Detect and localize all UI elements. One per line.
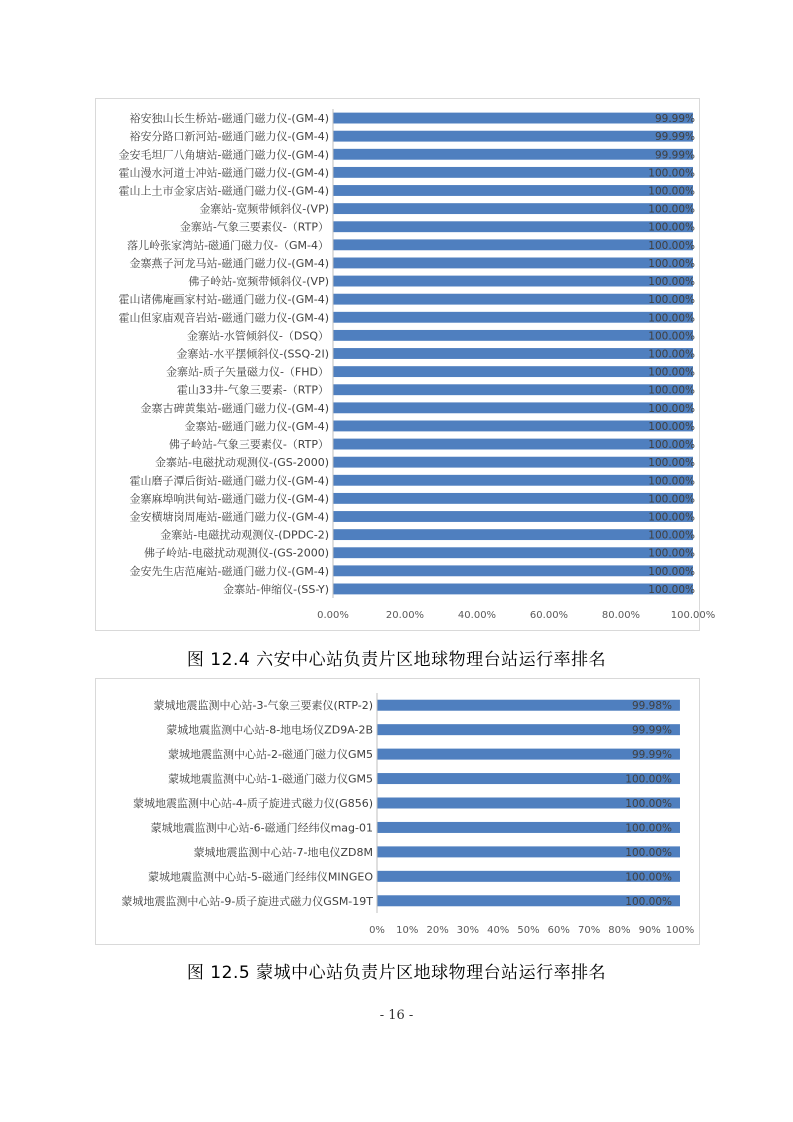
category-label-1-7: 蒙城地震监测中心站-5-磁通门经纬仪MINGEO bbox=[147, 870, 373, 884]
data-label-0-6: 100.00% bbox=[648, 221, 695, 234]
data-label-0-22: 100.00% bbox=[648, 511, 695, 524]
category-label-0-9: 佛子岭站-宽频带倾斜仪-(VP) bbox=[188, 275, 329, 289]
category-label-1-3: 蒙城地震监测中心站-1-磁通门磁力仪GM5 bbox=[168, 772, 373, 786]
bar-0-9 bbox=[333, 276, 693, 287]
category-label-0-15: 霍山33井-气象三要素-（RTP） bbox=[176, 383, 329, 397]
chart-1-svg bbox=[96, 99, 716, 632]
category-label-0-11: 霍山但家庙观音岩站-磁通门磁力仪-(GM-4) bbox=[118, 311, 329, 325]
bar-0-26 bbox=[333, 584, 693, 595]
figure-12-5-caption: 图 12.5 蒙城中心站负责片区地球物理台站运行率排名 bbox=[186, 963, 607, 983]
data-label-0-2: 99.99% bbox=[654, 149, 695, 162]
bar-0-8 bbox=[333, 258, 693, 269]
category-label-1-6: 蒙城地震监测中心站-7-地电仪ZD8M bbox=[193, 845, 373, 859]
category-label-0-24: 佛子岭站-电磁扰动观测仪-(GS-2000) bbox=[144, 546, 329, 560]
data-label-0-8: 100.00% bbox=[648, 257, 695, 270]
x-tick-label-1-5: 50% bbox=[517, 925, 540, 936]
category-label-0-0: 裕安独山长生桥站-磁通门磁力仪-(GM-4) bbox=[129, 112, 329, 126]
data-label-0-17: 100.00% bbox=[648, 420, 695, 433]
data-label-0-5: 100.00% bbox=[648, 203, 695, 216]
page-number: - 16 - bbox=[379, 1008, 414, 1023]
data-label-0-0: 99.99% bbox=[654, 113, 695, 126]
category-label-0-3: 霍山漫水河道士冲站-磁通门磁力仪-(GM-4) bbox=[118, 166, 329, 180]
bar-0-25 bbox=[333, 565, 693, 576]
bar-0-16 bbox=[333, 402, 693, 413]
category-label-0-1: 裕安分路口新河站-磁通门磁力仪-(GM-4) bbox=[129, 130, 329, 144]
bar-0-22 bbox=[333, 511, 693, 522]
data-label-0-3: 100.00% bbox=[648, 167, 695, 180]
category-label-0-6: 金寨站-气象三要素仪-（RTP） bbox=[179, 220, 329, 234]
category-label-0-14: 金寨站-质子矢量磁力仪-（FHD） bbox=[165, 365, 329, 379]
bar-0-23 bbox=[333, 529, 693, 540]
category-label-0-21: 金寨麻埠响洪甸站-磁通门磁力仪-(GM-4) bbox=[129, 492, 329, 506]
data-label-0-9: 100.00% bbox=[648, 276, 695, 289]
category-label-0-7: 落儿岭张家湾站-磁通门磁力仪-（GM-4） bbox=[127, 238, 329, 252]
category-label-0-18: 佛子岭站-气象三要素仪-（RTP） bbox=[168, 438, 329, 452]
x-tick-label-0-2: 40.00% bbox=[457, 610, 497, 621]
bar-0-13 bbox=[333, 348, 693, 359]
bar-0-1 bbox=[333, 131, 693, 142]
category-label-0-5: 金寨站-宽频带倾斜仪-(VP) bbox=[199, 202, 329, 216]
bar-0-17 bbox=[333, 421, 693, 432]
bar-0-24 bbox=[333, 547, 693, 558]
data-label-0-7: 100.00% bbox=[648, 239, 695, 252]
x-tick-label-1-7: 70% bbox=[577, 925, 601, 936]
category-label-0-13: 金寨站-水平摆倾斜仪-(SSQ-2I) bbox=[176, 347, 329, 361]
data-label-0-23: 100.00% bbox=[648, 529, 695, 542]
category-label-0-23: 金寨站-电磁扰动观测仪-(DPDC-2) bbox=[160, 528, 329, 542]
category-label-0-12: 金寨站-水管倾斜仪-（DSQ） bbox=[186, 329, 329, 343]
data-label-0-11: 100.00% bbox=[648, 312, 695, 325]
category-label-0-19: 金寨站-电磁扰动观测仪-(GS-2000) bbox=[155, 456, 329, 470]
data-label-0-1: 99.99% bbox=[654, 131, 695, 144]
data-label-1-0: 99.98% bbox=[631, 700, 672, 713]
data-label-0-20: 100.00% bbox=[648, 475, 695, 488]
bar-0-20 bbox=[333, 475, 693, 486]
category-label-0-8: 金寨燕子河龙马站-磁通门磁力仪-(GM-4) bbox=[129, 256, 329, 270]
chart-mengcheng-station-ranking bbox=[95, 678, 700, 945]
category-label-1-2: 蒙城地震监测中心站-2-磁通门磁力仪GM5 bbox=[168, 748, 373, 762]
bar-0-3 bbox=[333, 167, 693, 178]
category-label-1-0: 蒙城地震监测中心站-3-气象三要素仪(RTP-2) bbox=[153, 699, 373, 713]
data-label-1-8: 100.00% bbox=[625, 895, 672, 908]
x-tick-label-1-10: 100% bbox=[665, 925, 695, 936]
data-label-0-15: 100.00% bbox=[648, 384, 695, 397]
bar-0-6 bbox=[333, 221, 693, 232]
x-tick-label-1-3: 30% bbox=[456, 925, 480, 936]
data-label-0-12: 100.00% bbox=[648, 330, 695, 343]
bar-0-7 bbox=[333, 239, 693, 250]
data-label-0-10: 100.00% bbox=[648, 294, 695, 307]
data-label-0-25: 100.00% bbox=[648, 565, 695, 578]
category-label-1-8: 蒙城地震监测中心站-9-质子旋进式磁力仪GSM-19T bbox=[121, 894, 373, 908]
category-label-1-4: 蒙城地震监测中心站-4-质子旋进式磁力仪(G856) bbox=[132, 797, 373, 810]
bar-0-10 bbox=[333, 294, 693, 305]
category-label-0-20: 霍山磨子潭后街站-磁通门磁力仪-(GM-4) bbox=[129, 474, 329, 488]
category-label-0-2: 金安毛坦厂八角塘站-磁通门磁力仪-(GM-4) bbox=[118, 148, 329, 162]
category-label-0-22: 金安横塘岗周庵站-磁通门磁力仪-(GM-4) bbox=[129, 510, 329, 524]
x-tick-label-1-6: 60% bbox=[547, 925, 570, 936]
category-label-0-4: 霍山上土市金家店站-磁通门磁力仪-(GM-4) bbox=[118, 184, 329, 198]
bar-0-5 bbox=[333, 203, 693, 214]
category-label-0-25: 金安先生店范庵站-磁通门磁力仪-(GM-4) bbox=[129, 564, 329, 578]
data-label-0-14: 100.00% bbox=[648, 366, 695, 379]
data-label-0-18: 100.00% bbox=[648, 439, 695, 452]
data-label-0-26: 100.00% bbox=[648, 583, 695, 596]
data-label-1-7: 100.00% bbox=[625, 871, 672, 884]
bar-0-15 bbox=[333, 384, 693, 395]
category-label-0-10: 霍山诸佛庵画家村站-磁通门磁力仪-(GM-4) bbox=[118, 293, 329, 307]
category-label-0-26: 金寨站-伸缩仪-(SS-Y) bbox=[223, 582, 329, 596]
bar-0-18 bbox=[333, 439, 693, 450]
chart-lu-an-station-ranking bbox=[95, 98, 716, 631]
bar-0-4 bbox=[333, 185, 693, 196]
bar-0-2 bbox=[333, 149, 693, 160]
category-label-0-16: 金寨古碑黄集站-磁通门磁力仪-(GM-4) bbox=[140, 401, 329, 415]
data-label-0-24: 100.00% bbox=[648, 547, 695, 560]
x-tick-label-1-2: 20% bbox=[426, 925, 449, 936]
data-label-1-2: 99.99% bbox=[631, 749, 672, 762]
x-tick-label-1-4: 40% bbox=[487, 925, 510, 936]
data-label-1-1: 99.99% bbox=[631, 724, 672, 737]
category-label-1-5: 蒙城地震监测中心站-6-磁通门经纬仪mag-01 bbox=[150, 821, 373, 835]
category-label-1-1: 蒙城地震监测中心站-8-地电场仪ZD9A-2B bbox=[166, 723, 373, 737]
data-label-0-19: 100.00% bbox=[648, 457, 695, 470]
figure-12-4-caption: 图 12.4 六安中心站负责片区地球物理台站运行率排名 bbox=[186, 650, 607, 670]
x-tick-label-1-0: 0% bbox=[369, 925, 385, 936]
data-label-1-4: 100.00% bbox=[625, 798, 672, 810]
x-tick-label-0-0: 0.00% bbox=[317, 610, 349, 621]
data-label-0-13: 100.00% bbox=[648, 348, 695, 361]
data-label-0-21: 100.00% bbox=[648, 493, 695, 506]
data-label-0-16: 100.00% bbox=[648, 402, 695, 415]
data-label-1-5: 100.00% bbox=[625, 822, 672, 835]
data-label-0-4: 100.00% bbox=[648, 185, 695, 198]
bar-0-0 bbox=[333, 113, 693, 124]
x-tick-label-0-3: 60.00% bbox=[529, 610, 569, 621]
data-label-1-6: 100.00% bbox=[625, 846, 672, 859]
bar-0-12 bbox=[333, 330, 693, 341]
x-tick-label-0-1: 20.00% bbox=[385, 610, 425, 621]
x-tick-label-0-5: 100.00% bbox=[670, 610, 716, 621]
bar-0-21 bbox=[333, 493, 693, 504]
data-label-1-3: 100.00% bbox=[625, 773, 672, 786]
x-tick-label-1-8: 80% bbox=[608, 925, 631, 936]
chart-2-svg bbox=[96, 679, 701, 946]
bar-0-14 bbox=[333, 366, 693, 377]
category-label-0-17: 金寨站-磁通门磁力仪-(GM-4) bbox=[184, 419, 329, 433]
x-tick-label-0-4: 80.00% bbox=[601, 610, 641, 621]
x-tick-label-1-1: 10% bbox=[396, 925, 419, 936]
bar-0-11 bbox=[333, 312, 693, 323]
bar-0-19 bbox=[333, 457, 693, 468]
x-tick-label-1-9: 90% bbox=[638, 925, 661, 936]
